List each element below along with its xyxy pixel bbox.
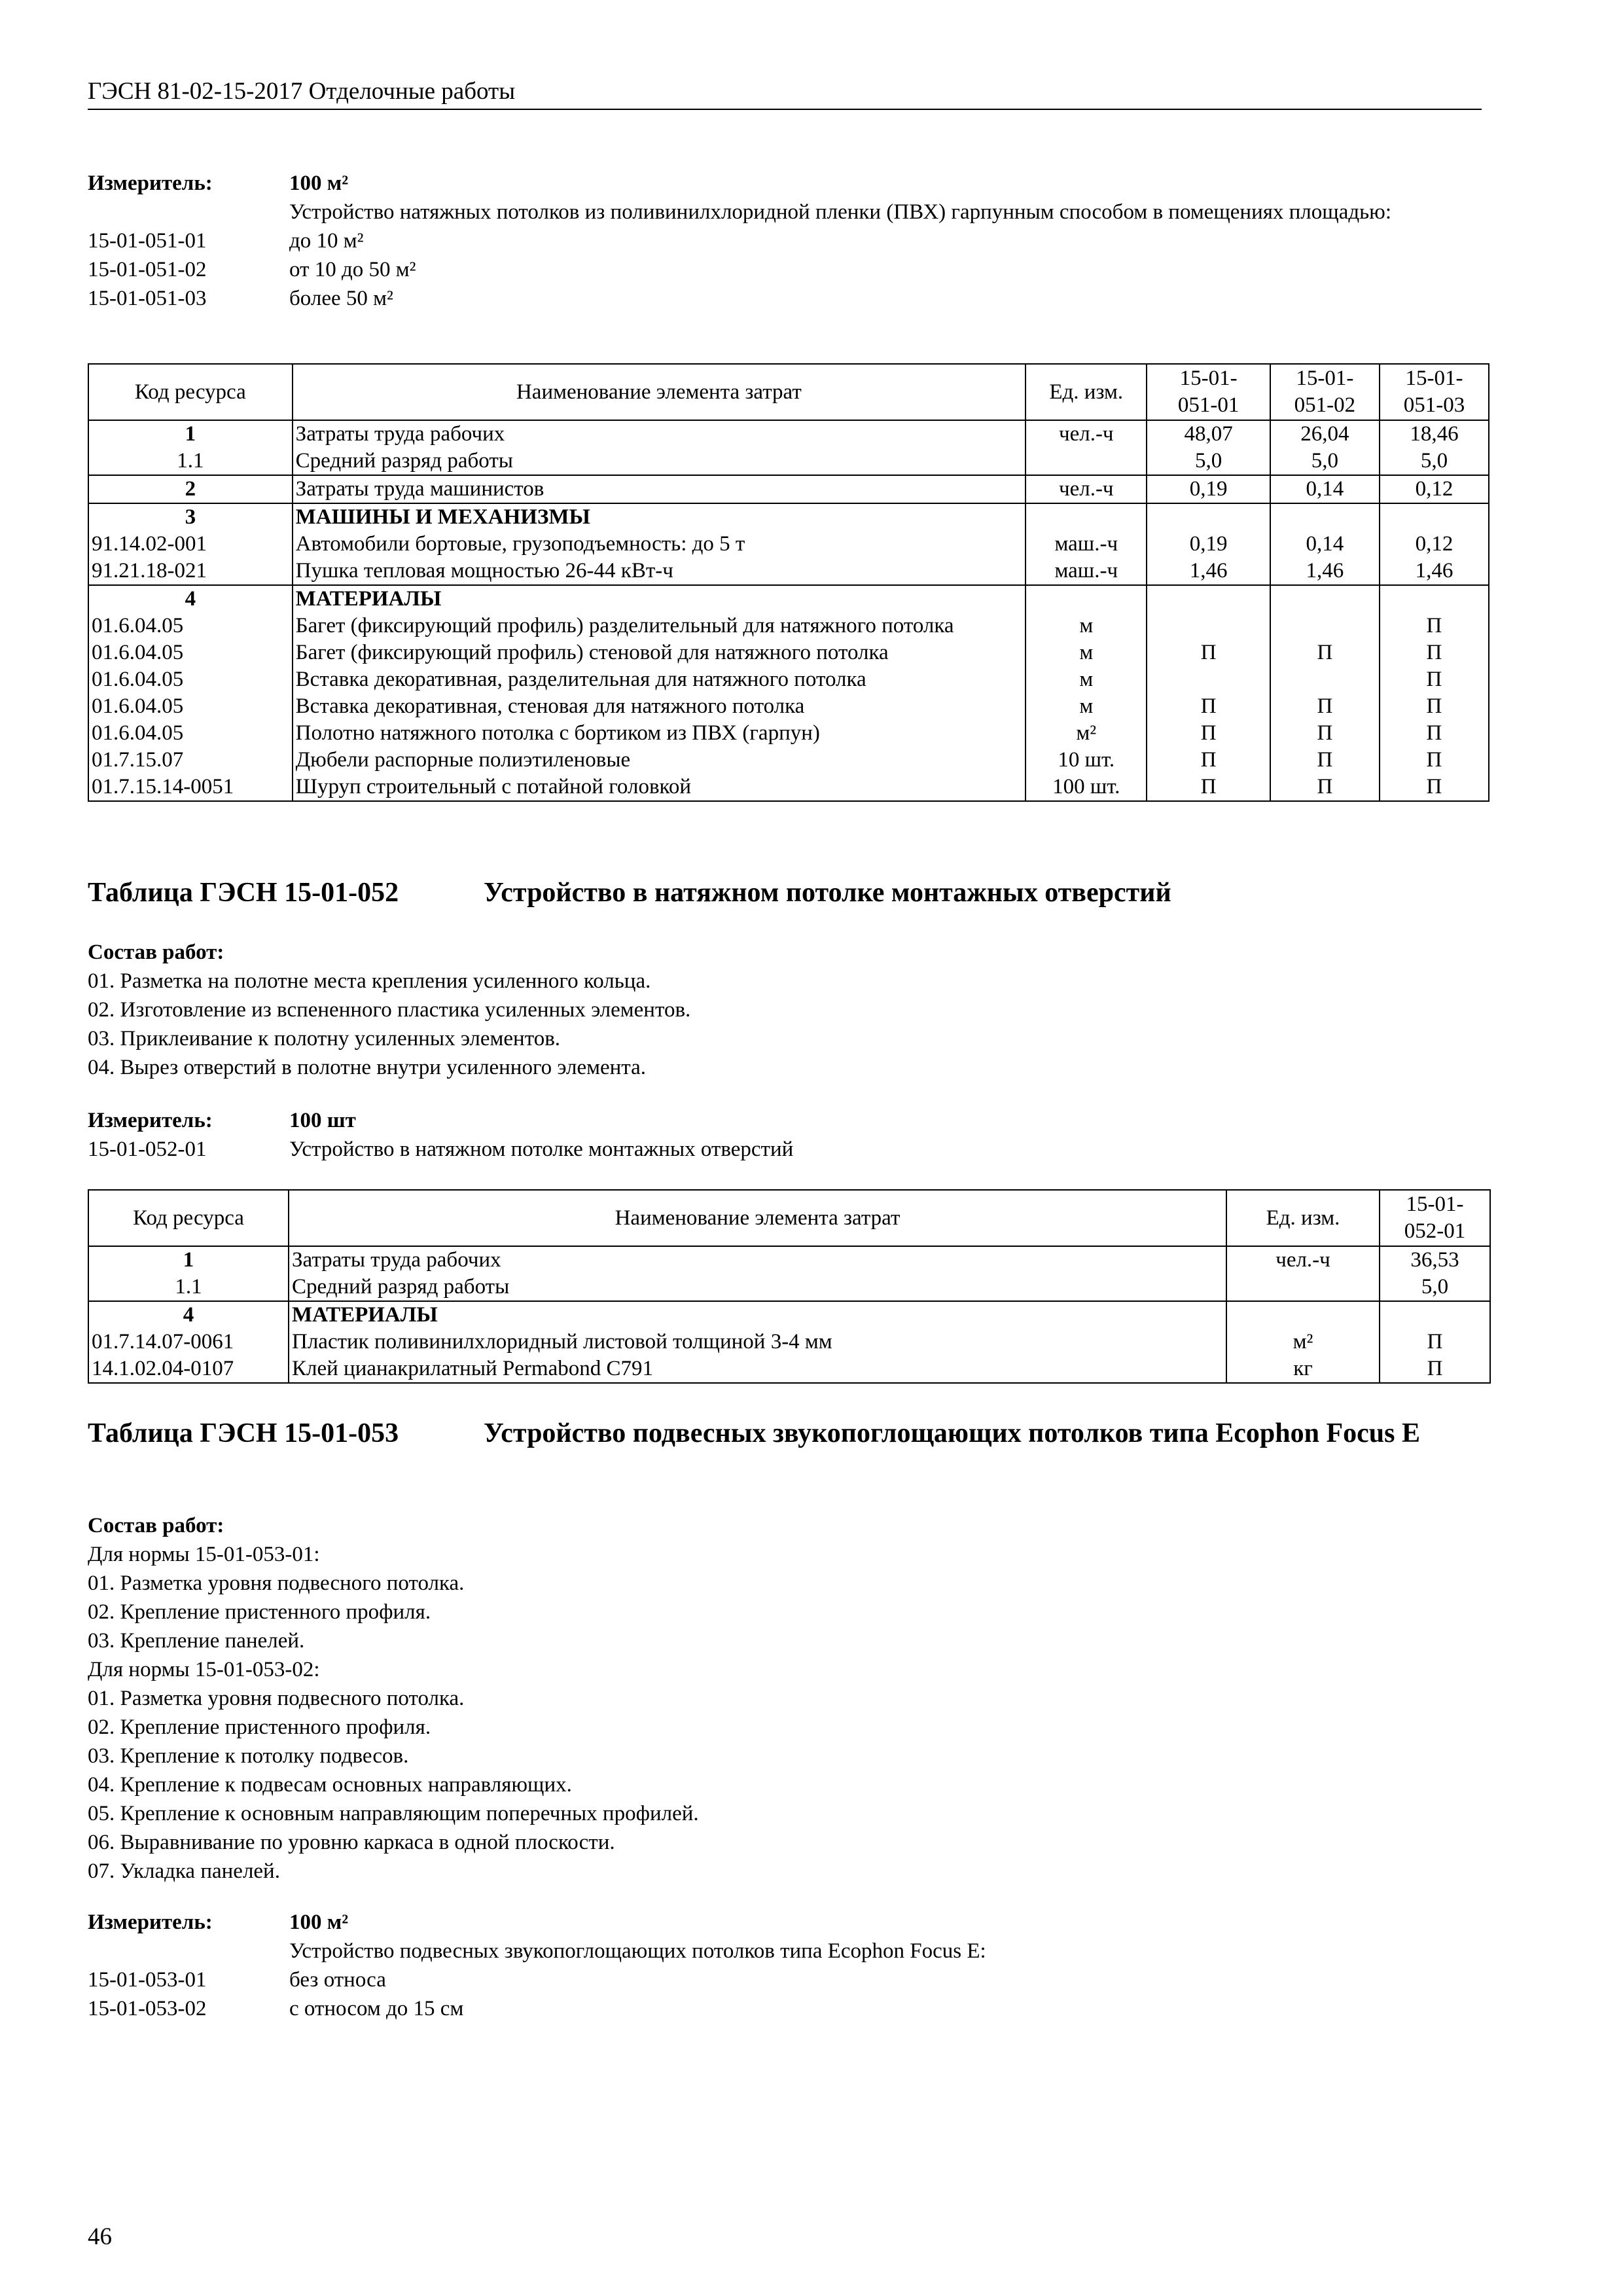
resource-name: Пушка тепловая мощностью 26-44 кВт-ч bbox=[293, 558, 1026, 585]
measure-block-053 bbox=[88, 1908, 1501, 2023]
norm-text: с относом до 15 см bbox=[289, 1997, 464, 2020]
measure-unit: 100 м² bbox=[289, 1910, 349, 1934]
col-header: 15-01- 051-03 bbox=[1380, 364, 1489, 420]
table-row bbox=[88, 475, 1489, 503]
resource-unit: чел.-ч bbox=[1026, 475, 1147, 503]
col-header: Код ресурса bbox=[88, 1190, 289, 1246]
norm-code: 15-01-051-02 bbox=[88, 258, 207, 281]
norm-value bbox=[1380, 585, 1489, 613]
norm-value: П bbox=[1380, 1355, 1490, 1383]
measure-unit: 100 шт bbox=[289, 1109, 356, 1132]
resource-code: 14.1.02.04-0107 bbox=[88, 1355, 289, 1383]
table-row bbox=[88, 1355, 1490, 1383]
norm-value: 5,0 bbox=[1147, 448, 1270, 475]
table-row bbox=[88, 720, 1489, 747]
resource-unit bbox=[1026, 503, 1147, 531]
measure-description: Устройство натяжных потолков из поливинилхлоридной пленки (ПВХ) гарпунным способом в помещениях площадью: bbox=[289, 200, 1391, 224]
norm-value bbox=[1380, 503, 1489, 531]
page-number: 46 bbox=[88, 2223, 112, 2250]
table-number: Таблица ГЭСН 15-01-052 bbox=[88, 878, 399, 908]
works-label: Состав работ: bbox=[88, 1514, 224, 1537]
norm-code: 15-01-051-03 bbox=[88, 287, 207, 310]
work-item: Для нормы 15-01-053-02: bbox=[88, 1658, 320, 1681]
resource-unit: 10 шт. bbox=[1026, 747, 1147, 774]
resource-name: Затраты труда рабочих bbox=[293, 420, 1026, 448]
work-item: 04. Крепление к подвесам основных направляющих. bbox=[88, 1773, 572, 1797]
work-item: 02. Крепление пристенного профиля. bbox=[88, 1600, 431, 1624]
norm-value: П bbox=[1380, 613, 1489, 639]
table-row bbox=[88, 531, 1489, 558]
resource-name: Автомобили бортовые, грузоподъемность: до 5 т bbox=[293, 531, 1026, 558]
table-title-052 bbox=[88, 874, 1514, 911]
table-row bbox=[88, 666, 1489, 693]
resource-code: 4 bbox=[88, 585, 293, 613]
resource-unit bbox=[1226, 1274, 1380, 1301]
norm-value bbox=[1147, 503, 1270, 531]
resource-name: Дюбели распорные полиэтиленовые bbox=[293, 747, 1026, 774]
col-header: 15-01- 051-02 bbox=[1270, 364, 1380, 420]
norm-value: П bbox=[1147, 747, 1270, 774]
table-row bbox=[88, 774, 1489, 801]
resource-unit: маш.-ч bbox=[1026, 531, 1147, 558]
table-row bbox=[88, 448, 1489, 475]
table-row bbox=[88, 639, 1489, 666]
resource-unit: чел.-ч bbox=[1226, 1246, 1380, 1274]
norm-value: П bbox=[1380, 720, 1489, 747]
norm-value: П bbox=[1380, 639, 1489, 666]
norm-value bbox=[1147, 585, 1270, 613]
work-item: 01. Разметка уровня подвесного потолка. bbox=[88, 1687, 465, 1710]
resource-code: 3 bbox=[88, 503, 293, 531]
norm-value: 48,07 bbox=[1147, 420, 1270, 448]
resource-name: МАШИНЫ И МЕХАНИЗМЫ bbox=[293, 503, 1026, 531]
norm-value: П bbox=[1380, 666, 1489, 693]
norm-value: 1,46 bbox=[1380, 558, 1489, 585]
resource-table-051 bbox=[88, 363, 1489, 802]
norm-value: 1,46 bbox=[1147, 558, 1270, 585]
resource-unit: м bbox=[1026, 613, 1147, 639]
resource-name: МАТЕРИАЛЫ bbox=[289, 1301, 1226, 1329]
table-row bbox=[88, 1329, 1490, 1355]
resource-name: Клей цианакрилатный Permabond C791 bbox=[289, 1355, 1226, 1383]
work-item: 01. Разметка уровня подвесного потолка. bbox=[88, 1571, 465, 1595]
resource-code: 01.6.04.05 bbox=[88, 639, 293, 666]
norm-value: 1,46 bbox=[1270, 558, 1380, 585]
resource-code: 4 bbox=[88, 1301, 289, 1329]
resource-name: Средний разряд работы bbox=[289, 1274, 1226, 1301]
resource-code: 1 bbox=[88, 1246, 289, 1274]
table-row bbox=[88, 1274, 1490, 1301]
resource-unit: маш.-ч bbox=[1026, 558, 1147, 585]
col-header: 15-01- 051-01 bbox=[1147, 364, 1270, 420]
resource-code: 1.1 bbox=[88, 1274, 289, 1301]
norm-code: 15-01-053-01 bbox=[88, 1968, 207, 1992]
resource-unit: м² bbox=[1026, 720, 1147, 747]
norm-value bbox=[1380, 1301, 1490, 1329]
resource-code: 1.1 bbox=[88, 448, 293, 475]
norm-code: 15-01-051-01 bbox=[88, 229, 207, 253]
norm-value bbox=[1270, 503, 1380, 531]
table-number: Таблица ГЭСН 15-01-053 bbox=[88, 1418, 399, 1448]
norm-value: П bbox=[1270, 720, 1380, 747]
resource-name: Пластик поливинилхлоридный листовой толщиной 3-4 мм bbox=[289, 1329, 1226, 1355]
norm-text: без относа bbox=[289, 1968, 386, 1992]
resource-name: Средний разряд работы bbox=[293, 448, 1026, 475]
resource-unit: м bbox=[1026, 666, 1147, 693]
resource-unit: чел.-ч bbox=[1026, 420, 1147, 448]
work-item: 02. Изготовление из вспененного пластика усиленных элементов. bbox=[88, 998, 691, 1022]
resource-code: 01.6.04.05 bbox=[88, 693, 293, 720]
measure-block-051 bbox=[88, 169, 1501, 313]
norm-code: 15-01-052-01 bbox=[88, 1138, 207, 1161]
norm-value: 0,19 bbox=[1147, 531, 1270, 558]
norm-value: П bbox=[1147, 774, 1270, 801]
norm-value: 26,04 bbox=[1270, 420, 1380, 448]
work-item: 02. Крепление пристенного профиля. bbox=[88, 1715, 431, 1739]
norm-value bbox=[1270, 666, 1380, 693]
norm-value: 18,46 bbox=[1380, 420, 1489, 448]
norm-text: от 10 до 50 м² bbox=[289, 258, 416, 281]
resource-name: Вставка декоративная, стеновая для натяжного потолка bbox=[293, 693, 1026, 720]
norm-value: 0,14 bbox=[1270, 475, 1380, 503]
norm-value bbox=[1147, 613, 1270, 639]
norm-value: П bbox=[1380, 1329, 1490, 1355]
norm-value: 0,14 bbox=[1270, 531, 1380, 558]
norm-value: П bbox=[1147, 693, 1270, 720]
measure-description: Устройство подвесных звукопоглощающих потолков типа Ecophon Focus E: bbox=[289, 1939, 986, 1963]
running-header: ГЭСН 81-02-15-2017 Отделочные работы bbox=[88, 77, 1482, 110]
work-item: 04. Вырез отверстий в полотне внутри усиленного элемента. bbox=[88, 1056, 647, 1079]
norm-value bbox=[1147, 666, 1270, 693]
resource-code: 1 bbox=[88, 420, 293, 448]
work-item: 06. Выравнивание по уровню каркаса в одной плоскости. bbox=[88, 1831, 615, 1854]
norm-value bbox=[1270, 613, 1380, 639]
resource-name: Полотно натяжного потолка с бортиком из ПВХ (гарпун) bbox=[293, 720, 1026, 747]
col-header: 15-01- 052-01 bbox=[1380, 1190, 1490, 1246]
work-item: 01. Разметка на полотне места крепления усиленного кольца. bbox=[88, 969, 651, 993]
work-item: 03. Крепление к потолку подвесов. bbox=[88, 1744, 409, 1768]
resource-code: 01.6.04.05 bbox=[88, 720, 293, 747]
norm-value bbox=[1270, 585, 1380, 613]
table-row bbox=[88, 420, 1489, 448]
resource-unit: м bbox=[1026, 639, 1147, 666]
measure-block-052 bbox=[88, 1106, 1501, 1164]
col-header: Ед. изм. bbox=[1226, 1190, 1380, 1246]
resource-unit bbox=[1226, 1301, 1380, 1329]
resource-code: 01.7.15.14-0051 bbox=[88, 774, 293, 801]
measure-label: Измеритель: bbox=[88, 171, 213, 195]
work-item: 03. Крепление панелей. bbox=[88, 1629, 305, 1653]
norm-value: 0,19 bbox=[1147, 475, 1270, 503]
norm-text: Устройство в натяжном потолке монтажных отверстий bbox=[289, 1138, 794, 1161]
table-row bbox=[88, 558, 1489, 585]
resource-table-052 bbox=[88, 1189, 1491, 1384]
table-heading: Устройство подвесных звукопоглощающих потолков типа Ecophon Focus E bbox=[484, 1418, 1420, 1448]
norm-value: П bbox=[1270, 639, 1380, 666]
resource-name: Шуруп строительный с потайной головкой bbox=[293, 774, 1026, 801]
resource-unit bbox=[1026, 448, 1147, 475]
resource-code: 01.7.14.07-0061 bbox=[88, 1329, 289, 1355]
norm-value: 36,53 bbox=[1380, 1246, 1490, 1274]
norm-value: П bbox=[1270, 747, 1380, 774]
norm-value: 5,0 bbox=[1270, 448, 1380, 475]
works-label: Состав работ: bbox=[88, 941, 224, 964]
resource-code: 91.14.02-001 bbox=[88, 531, 293, 558]
resource-unit: кг bbox=[1226, 1355, 1380, 1383]
table-title-053 bbox=[88, 1415, 1514, 1452]
table-row bbox=[88, 1301, 1490, 1329]
table-row bbox=[88, 585, 1489, 613]
measure-label: Измеритель: bbox=[88, 1910, 213, 1934]
norm-value: П bbox=[1270, 774, 1380, 801]
works-section-053 bbox=[88, 1511, 1501, 1886]
norm-value: П bbox=[1147, 720, 1270, 747]
table-row bbox=[88, 613, 1489, 639]
norm-code: 15-01-053-02 bbox=[88, 1997, 207, 2020]
table-row bbox=[88, 1246, 1490, 1274]
resource-code: 01.6.04.05 bbox=[88, 613, 293, 639]
resource-name: Затраты труда машинистов bbox=[293, 475, 1026, 503]
norm-value: 5,0 bbox=[1380, 1274, 1490, 1301]
norm-value: П bbox=[1270, 693, 1380, 720]
resource-unit: 100 шт. bbox=[1026, 774, 1147, 801]
resource-unit bbox=[1026, 585, 1147, 613]
resource-code: 2 bbox=[88, 475, 293, 503]
work-item: 03. Приклеивание к полотну усиленных элементов. bbox=[88, 1027, 561, 1050]
col-header: Наименование элемента затрат bbox=[289, 1190, 1226, 1246]
norm-value: П bbox=[1147, 639, 1270, 666]
measure-unit: 100 м² bbox=[289, 171, 349, 195]
resource-code: 91.21.18-021 bbox=[88, 558, 293, 585]
norm-value: П bbox=[1380, 693, 1489, 720]
resource-unit: м² bbox=[1226, 1329, 1380, 1355]
work-item: 05. Крепление к основным направляющим поперечных профилей. bbox=[88, 1802, 699, 1825]
works-section-052 bbox=[88, 938, 1501, 1082]
resource-name: Багет (фиксирующий профиль) разделительный для натяжного потолка bbox=[293, 613, 1026, 639]
table-row bbox=[88, 503, 1489, 531]
resource-name: Вставка декоративная, разделительная для натяжного потолка bbox=[293, 666, 1026, 693]
norm-text: до 10 м² bbox=[289, 229, 364, 253]
norm-value: П bbox=[1380, 747, 1489, 774]
resource-name: МАТЕРИАЛЫ bbox=[293, 585, 1026, 613]
col-header: Ед. изм. bbox=[1026, 364, 1147, 420]
norm-value: 0,12 bbox=[1380, 531, 1489, 558]
measure-label: Измеритель: bbox=[88, 1109, 213, 1132]
norm-value: 5,0 bbox=[1380, 448, 1489, 475]
norm-value: П bbox=[1380, 774, 1489, 801]
resource-code: 01.7.15.07 bbox=[88, 747, 293, 774]
col-header: Наименование элемента затрат bbox=[293, 364, 1026, 420]
work-item: 07. Укладка панелей. bbox=[88, 1859, 280, 1883]
resource-code: 01.6.04.05 bbox=[88, 666, 293, 693]
resource-unit: м bbox=[1026, 693, 1147, 720]
table-row bbox=[88, 693, 1489, 720]
work-item: Для нормы 15-01-053-01: bbox=[88, 1543, 320, 1566]
norm-value: 0,12 bbox=[1380, 475, 1489, 503]
resource-name: Затраты труда рабочих bbox=[289, 1246, 1226, 1274]
resource-name: Багет (фиксирующий профиль) стеновой для натяжного потолка bbox=[293, 639, 1026, 666]
table-heading: Устройство в натяжном потолке монтажных отверстий bbox=[484, 878, 1171, 908]
col-header: Код ресурса bbox=[88, 364, 293, 420]
table-row bbox=[88, 747, 1489, 774]
norm-text: более 50 м² bbox=[289, 287, 393, 310]
